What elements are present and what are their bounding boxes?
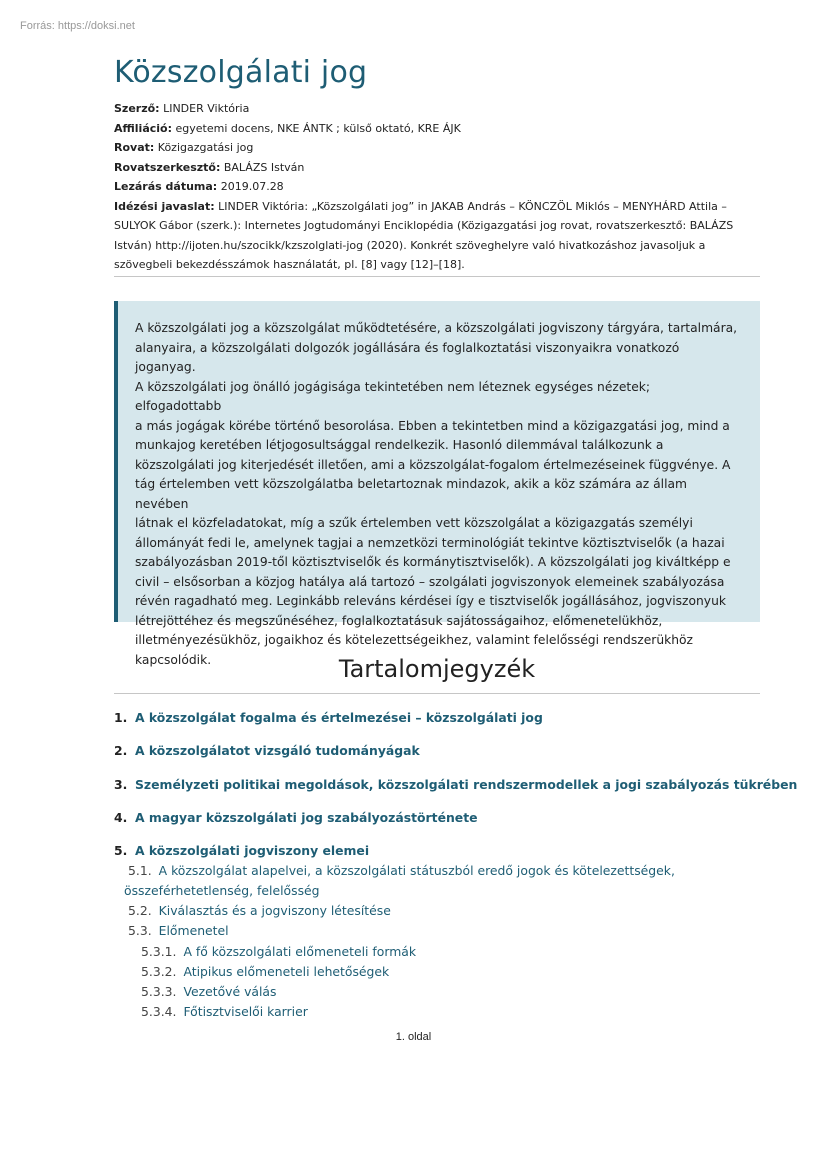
- affiliation-row: [114, 119, 734, 139]
- toc-subitem-number: 5.3.2.: [141, 964, 177, 979]
- closing-date-label: Lezárás dátuma:: [114, 180, 218, 193]
- citation-line: SULYOK Gábor (szerk.): Internetes Jogtudományi Enciklopédia (Közigazgatási jog rovat, rovatszerkesztő: BALÁZS: [114, 219, 734, 232]
- source-note: Forrás: https://doksi.net: [20, 20, 135, 32]
- toc-item-number: 3.: [114, 777, 128, 792]
- abstract-line: tág értelemben vett közszolgálatba beletartoznak mindazok, akik a köz számára az állam nevében: [135, 477, 688, 511]
- toc-item-number: 4.: [114, 810, 128, 825]
- affiliation-label: Affiliáció:: [114, 121, 172, 135]
- toc-item-link[interactable]: A magyar közszolgálati jog szabályozástörténete: [135, 810, 478, 825]
- toc-item-link[interactable]: A közszolgálatot vizsgáló tudományágak: [135, 743, 420, 758]
- divider: [114, 276, 760, 277]
- editor-value: BALÁZS István: [223, 160, 305, 174]
- toc-subitem-link[interactable]: A fő közszolgálati előmeneteli formák: [183, 944, 417, 959]
- toc-subitem-number: 5.1.: [128, 863, 152, 878]
- section-label: Rovat:: [114, 141, 155, 154]
- toc-item-link[interactable]: A közszolgálati jogviszony elemei: [135, 843, 370, 858]
- abstract-line: látnak el közfeladatokat, míg a szűk értelemben vett közszolgálat a közigazgatás személyi: [135, 516, 693, 530]
- section-value: Közigazgatási jog: [157, 141, 254, 154]
- divider: [114, 693, 760, 694]
- citation-label: Idézési javaslat:: [114, 199, 215, 213]
- abstract-line: kapcsolódik.: [135, 652, 212, 667]
- section-row: [114, 138, 734, 158]
- abstract-line: civil – elsősorban a közjog hatálya alá tartozó – szolgálati jogviszonyok elemeinek szabályozása: [135, 574, 725, 589]
- affiliation-value: egyetemi docens, NKE ÁNTK ; külső oktató, KRE ÁJK: [175, 121, 461, 135]
- toc-subitem-link[interactable]: A közszolgálat alapelvei, a közszolgálati státuszból eredő jogok és kötelezettségek,: [158, 863, 675, 878]
- editor-row: [114, 158, 734, 178]
- author-row: [114, 99, 734, 119]
- closing-date-row: [114, 177, 734, 197]
- toc-item-5[interactable]: [114, 843, 369, 858]
- page-number: 1. oldal: [395, 1031, 432, 1043]
- toc-heading: Tartalomjegyzék: [338, 655, 536, 683]
- toc-subitem-link[interactable]: Kiválasztás és a jogviszony létesítése: [158, 903, 391, 918]
- toc-subitem-number: 5.3.3.: [141, 984, 177, 999]
- toc-item-4[interactable]: [114, 810, 478, 825]
- toc-subitem-number: 5.2.: [128, 903, 152, 918]
- citation-row: [114, 197, 734, 217]
- abstract-line: illetményezésükhöz, jogaikhoz és kötelezettségeikhez, valamint felelősségi rendszerükhöz: [135, 633, 694, 647]
- abstract-line: állományát fedi le, amelynek tagjai a nemzetközi terminológiát tekintve köztisztviselők (a hazai: [135, 535, 725, 550]
- abstract-line: A közszolgálati jog önálló jogágisága tekintetében nem léteznek egységes nézetek; elfogadottabb: [135, 379, 651, 413]
- toc-subitem-number: 5.3.: [128, 923, 152, 938]
- metadata-block: [114, 99, 734, 275]
- toc-subitem-link[interactable]: Főtisztviselői karrier: [183, 1004, 308, 1019]
- toc-subitem-5-3[interactable]: [128, 921, 229, 941]
- toc-item-link[interactable]: Személyzeti politikai megoldások, közszolgálati rendszermodellek a jogi szabályozás tükrében: [135, 777, 798, 792]
- toc-item-2[interactable]: [114, 743, 420, 758]
- author-value: LINDER Viktória: [163, 102, 250, 115]
- toc-item-link[interactable]: A közszolgálat fogalma és értelmezései – közszolgálati jog: [135, 710, 543, 725]
- toc-item-number: 2.: [114, 743, 128, 758]
- abstract-line: A közszolgálati jog a közszolgálat működtetésére, a közszolgálati jogviszony tárgyára, tartalmára,: [135, 321, 738, 335]
- editor-label: Rovatszerkesztő:: [114, 160, 221, 174]
- toc-subitem-5-2[interactable]: [128, 901, 391, 921]
- toc-subitem-number: 5.3.1.: [141, 944, 177, 959]
- abstract-line: révén ragadható meg. Leginkább releváns kérdései így e tisztviselők jogállásához, jogviszonyuk: [135, 594, 727, 608]
- page-title: Közszolgálati jog: [114, 55, 368, 90]
- abstract-line: szabályozásban 2019-től köztisztviselők és kormánytisztviselők). A közszolgálati jog kiváltképp e: [135, 555, 731, 569]
- abstract-line: közszolgálati jog kiterjedését illetően, ami a közszolgálat-fogalom értelmezéseinek függvénye. A: [135, 457, 731, 472]
- toc-subitem-number: 5.3.4.: [141, 1004, 177, 1019]
- toc-subitem-link[interactable]: összeférhetetlenség, felelősség: [124, 883, 320, 898]
- abstract-line: munkajog keretében létjogosultsággal rendelkezik. Hasonló dilemmával találkozunk a: [135, 438, 664, 452]
- toc-subitem-5-1[interactable]: [124, 861, 758, 901]
- toc-item-1[interactable]: [114, 710, 543, 725]
- toc-subitem-link[interactable]: Vezetővé válás: [183, 984, 277, 999]
- citation-line: LINDER Viktória: „Közszolgálati jog” in JAKAB András – KÖNCZÖL Miklós – MENYHÁRD Attila –: [218, 199, 727, 213]
- citation-line: szövegbeli bekezdésszámok használatát, pl. [8] vagy [12]–[18].: [114, 258, 465, 271]
- toc-subitem-5-3-1[interactable]: [141, 942, 416, 962]
- citation-line: István) http://ijoten.hu/szocikk/kzszolglati-jog (2020). Konkrét szöveghelyre való hivatkozáshoz javasoljuk a: [114, 238, 706, 252]
- toc-item-number: 1.: [114, 710, 128, 725]
- toc-subitem-link[interactable]: Atipikus előmeneteli lehetőségek: [183, 964, 390, 979]
- toc-subitem-5-3-2[interactable]: [141, 962, 389, 982]
- abstract-line: létrejöttéhez és megszűnéséhez, foglalkoztatásuk sajátosságaihoz, előmenetelükhöz,: [135, 613, 663, 628]
- toc-subitem-link[interactable]: Előmenetel: [158, 923, 229, 938]
- abstract-line: alanyaira, a közszolgálati dolgozók jogállására és foglalkoztatási viszonyaikra vonatkozó joganyag.: [135, 340, 680, 374]
- closing-date-value: 2019.07.28: [220, 180, 284, 193]
- author-label: Szerző:: [114, 102, 160, 115]
- toc-item-3[interactable]: [114, 777, 797, 792]
- toc-subitem-5-3-3[interactable]: [141, 982, 276, 1002]
- abstract-line: a más jogágak körébe történő besorolása. Ebben a tekintetben mind a közigazgatási jog, mind a: [135, 418, 730, 433]
- toc-item-number: 5.: [114, 843, 128, 858]
- abstract-box: [114, 301, 760, 667]
- toc-subitem-5-3-4[interactable]: [141, 1002, 308, 1022]
